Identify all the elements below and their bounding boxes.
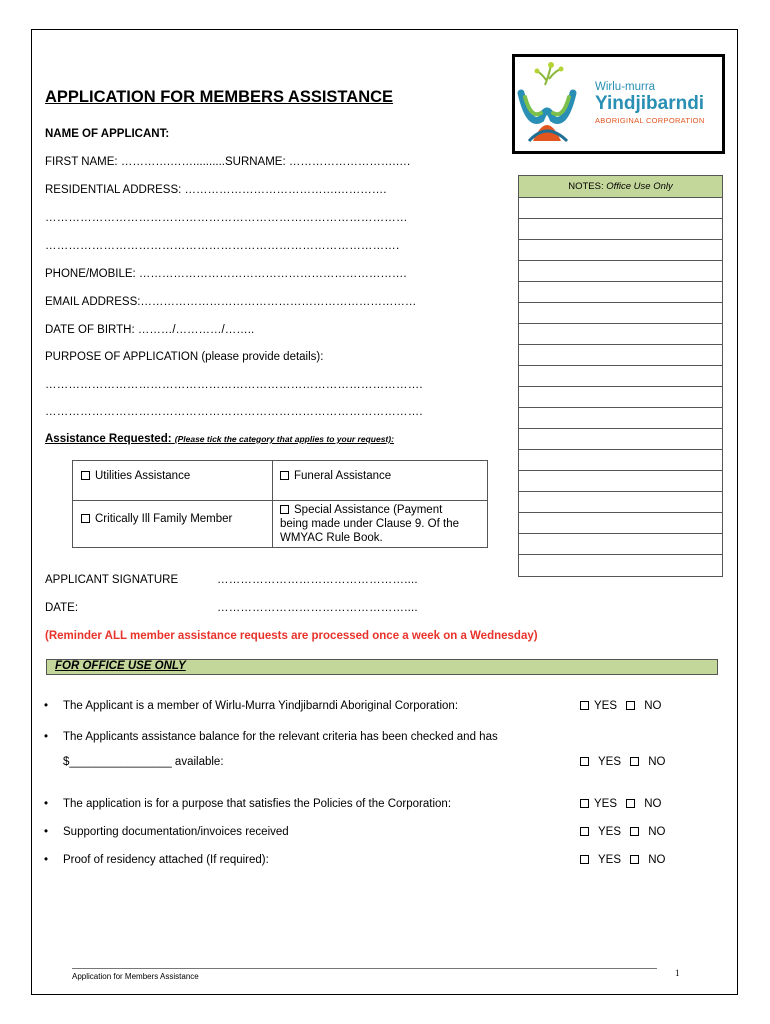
- utilities-checkbox[interactable]: [81, 471, 90, 480]
- yes-label: YES: [598, 826, 622, 838]
- notes-row[interactable]: [519, 261, 722, 282]
- no-label: NO: [644, 798, 662, 810]
- office-item-balance: [44, 731, 498, 743]
- docs-yes-checkbox[interactable]: [580, 827, 589, 836]
- office-use-bar: [46, 659, 718, 675]
- utilities-label: Utilities Assistance: [95, 470, 191, 482]
- office-item-member-text: The Applicant is a member of Wirlu-Murra Yindjibarndi Aboriginal Corporation:: [63, 700, 459, 712]
- purpose-label: PURPOSE OF APPLICATION (please provide details):: [45, 351, 324, 363]
- purpose-no-checkbox[interactable]: [626, 799, 635, 808]
- purpose-yes-no: [580, 798, 661, 810]
- page-title: APPLICATION FOR MEMBERS ASSISTANCE: [45, 88, 394, 106]
- corporation-logo: [512, 54, 725, 154]
- option-critically-ill[interactable]: [73, 501, 273, 547]
- option-funeral[interactable]: [273, 461, 487, 501]
- notes-row[interactable]: [519, 198, 722, 219]
- docs-no-checkbox[interactable]: [630, 827, 639, 836]
- residential-address-field[interactable]: RESIDENTIAL ADDRESS: ………………………………….………….: [45, 184, 387, 196]
- applicant-signature-label: APPLICANT SIGNATURE: [45, 574, 179, 586]
- option-utilities[interactable]: [73, 461, 273, 501]
- notes-row[interactable]: [519, 366, 722, 387]
- notes-row[interactable]: [519, 429, 722, 450]
- notes-header: [519, 176, 722, 198]
- date-label: DATE:: [45, 602, 79, 614]
- first-name-surname-field[interactable]: FIRST NAME: ………….……..........SURNAME: ……………………….….: [45, 156, 411, 168]
- assistance-requested-heading: [45, 433, 394, 445]
- notes-row[interactable]: [519, 324, 722, 345]
- yes-label: YES: [598, 756, 622, 768]
- notes-header-italic: Office Use Only: [606, 181, 673, 192]
- no-label: NO: [648, 826, 666, 838]
- applicant-signature-field[interactable]: …………………………………………....: [217, 574, 418, 586]
- member-yes-checkbox[interactable]: [580, 701, 589, 710]
- balance-no-checkbox[interactable]: [630, 757, 639, 766]
- assistance-instruction: (Please tick the category that applies to your request):: [174, 434, 394, 444]
- footer-text: Application for Members Assistance: [72, 972, 199, 981]
- special-label-line-2: being made under Clause 9. Of the: [280, 518, 460, 530]
- notes-row[interactable]: [519, 534, 722, 555]
- yes-label: YES: [598, 854, 622, 866]
- docs-yes-no: [580, 826, 665, 838]
- critically-ill-checkbox[interactable]: [81, 514, 90, 523]
- purpose-yes-checkbox[interactable]: [580, 799, 589, 808]
- date-of-birth-field[interactable]: DATE OF BIRTH: ………/…………/……..: [45, 324, 255, 336]
- option-special[interactable]: [273, 501, 487, 547]
- residency-yes-no: [580, 854, 665, 866]
- special-label-line-3: WMYAC Rule Book.: [280, 532, 383, 544]
- name-of-applicant-heading: NAME OF APPLICANT:: [45, 128, 170, 140]
- residency-no-checkbox[interactable]: [630, 855, 639, 864]
- residency-yes-checkbox[interactable]: [580, 855, 589, 864]
- office-item-balance-text: The Applicants assistance balance for the relevant criteria has been checked and has: [63, 731, 498, 743]
- no-label: NO: [648, 854, 666, 866]
- page-number: 1: [675, 968, 680, 978]
- notes-header-prefix: NOTES:: [568, 181, 607, 192]
- address-continuation-2[interactable]: ……………………………………………………………………………….: [45, 240, 400, 252]
- special-checkbox[interactable]: [280, 505, 289, 514]
- date-field[interactable]: …………………………………………....: [217, 602, 418, 614]
- office-item-residency-text: Proof of residency attached (If required):: [63, 854, 269, 866]
- notes-row[interactable]: [519, 555, 722, 576]
- office-use-label: FOR OFFICE USE ONLY: [55, 660, 186, 672]
- yes-label: YES: [594, 700, 618, 712]
- notes-row[interactable]: [519, 471, 722, 492]
- funeral-checkbox[interactable]: [280, 471, 289, 480]
- notes-row[interactable]: [519, 345, 722, 366]
- logo-line-1: Wirlu-murra: [595, 81, 656, 93]
- email-address-field[interactable]: EMAIL ADDRESS:………………………………………………………………: [45, 296, 417, 308]
- office-item-purpose: [44, 798, 451, 810]
- notes-office-use-table: [518, 175, 723, 577]
- notes-row[interactable]: [519, 219, 722, 240]
- critically-ill-label: Critically Ill Family Member: [95, 513, 233, 525]
- balance-amount-field[interactable]: $________________ available:: [63, 756, 224, 768]
- reminder-text: (Reminder ALL member assistance requests are processed once a week on a Wednesday): [45, 630, 538, 642]
- assistance-heading-text: Assistance Requested:: [45, 433, 172, 445]
- logo-line-2: Yindjibarndi: [595, 93, 705, 114]
- member-no-checkbox[interactable]: [626, 701, 635, 710]
- address-continuation-1[interactable]: …………………………………………………………………………………: [45, 212, 408, 224]
- notes-row[interactable]: [519, 513, 722, 534]
- office-item-residency: [44, 854, 269, 866]
- office-item-purpose-text: The application is for a purpose that satisfies the Policies of the Corporation:: [63, 798, 452, 810]
- assistance-options-table: [72, 460, 488, 548]
- funeral-label: Funeral Assistance: [294, 470, 392, 482]
- purpose-continuation-2[interactable]: …………………………………………………………………………………….: [45, 406, 423, 418]
- yes-label: YES: [594, 798, 618, 810]
- notes-row[interactable]: [519, 303, 722, 324]
- special-label-line-1: Special Assistance (Payment: [294, 504, 443, 516]
- balance-yes-checkbox[interactable]: [580, 757, 589, 766]
- logo-line-3: ABORIGINAL CORPORATION: [595, 116, 705, 125]
- notes-row[interactable]: [519, 450, 722, 471]
- notes-row[interactable]: [519, 282, 722, 303]
- office-item-docs-text: Supporting documentation/invoices received: [63, 826, 289, 838]
- no-label: NO: [648, 756, 666, 768]
- phone-mobile-field[interactable]: PHONE/MOBILE: …………………………………………………………….: [45, 268, 407, 280]
- notes-row[interactable]: [519, 408, 722, 429]
- office-item-docs: [44, 826, 289, 838]
- balance-yes-no: [580, 756, 665, 768]
- notes-row[interactable]: [519, 492, 722, 513]
- no-label: NO: [644, 700, 662, 712]
- notes-row[interactable]: [519, 240, 722, 261]
- footer-divider: [72, 968, 657, 969]
- purpose-continuation-1[interactable]: …………………………………………………………………………………….: [45, 379, 423, 391]
- notes-row[interactable]: [519, 387, 722, 408]
- office-item-member: [44, 700, 458, 712]
- member-yes-no: [580, 700, 661, 712]
